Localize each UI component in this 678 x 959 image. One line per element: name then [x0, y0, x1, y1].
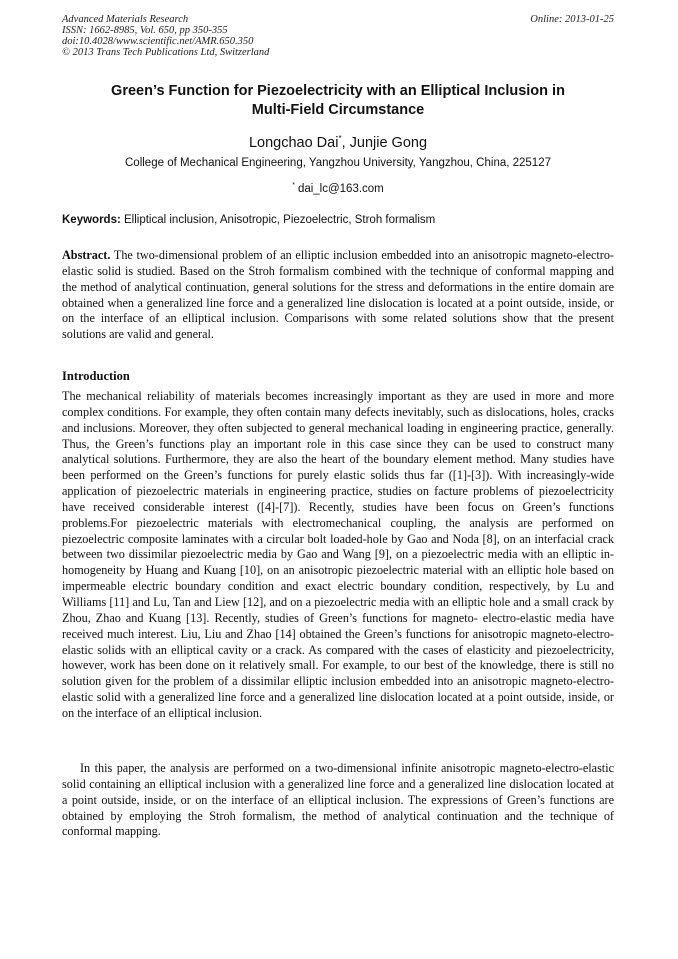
intro-paragraph-2: In this paper, the analysis are performed on a two-dimensional infinite anisotropic magneto-electro-elastic solid containing an elliptical inclusion with a generalized line force and a generalized line dislocation located at a point outside, inside, or on the interface of an elliptical inclusion. The expressions of Green’s functions are obtained by employing the Stroh formalism, the method of analytical continuation and the technique of conformal mapping.	[62, 761, 614, 839]
email-address[interactable]: dai_lc@163.com	[297, 183, 384, 195]
title-line-2: Multi-Field Circumstance	[251, 102, 425, 118]
email-line	[62, 179, 614, 196]
keywords-label: Keywords:	[62, 214, 121, 226]
affiliation: College of Mechanical Engineering, Yangzhou University, Yangzhou, China, 225127	[125, 157, 551, 169]
issn-line: ISSN: 1662-8985, Vol. 650, pp 350-355	[62, 25, 228, 36]
doi-line: doi:10.4028/www.scientific.net/AMR.650.350	[62, 36, 254, 47]
corresponding-mark: *	[338, 134, 342, 143]
paper-title	[62, 82, 614, 120]
title-line-1: Green’s Function for Piezoelectricity with an Elliptical Inclusion in	[111, 83, 565, 99]
keywords-text: Elliptical inclusion, Anisotropic, Piezoelectric, Stroh formalism	[120, 214, 436, 226]
publication-header	[62, 14, 614, 58]
author-list	[62, 130, 614, 152]
intro-paragraph-1: The mechanical reliability of materials becomes increasingly important as they are used in more and more complex conditions. For example, they often contain many defects inevitably, such as dislocations, holes, cracks and inclusions. Moreover, they often subjected to general mechanical loading in engineering practice, generally. Thus, the Green’s functions play an important role in this case since they can be used to construct many analytical solutions. Furthermore, they are also the heart of the boundary element method. Many studies have been performed on the Green’s functions for purely elastic solids thus far ([1]-[3]). With increasingly-wide application of piezoelectric materials in engineering practice, studies on facture problems of piezoelectricity have received considerable interest ([4]-[7]). Recently, studies have been focus on Green’s functions problems.For piezoelectric materials with electromechanical coupling, the analysis are performed on piezoelectric composite laminates with a circular bolt loaded-hole by Gao and Noda [8], on an interfacial crack between two dissimilar piezoelectric media by Gao and Wang [9], on a piezoelectric media with an elliptic in-homogeneity by Huang and Kuang [10], on an anisotropic piezoelectric material with an elliptic hole based on impermeable electric boundary condition and exact electric boundary condition, respectively, by Lu and Williams [11] and Lu, Tan and Liew [12], and on a piezoelectric media with an elliptic hole and a small crack by Zhou, Zhao and Kuang [13]. Recently, studies of Green’s functions for magneto- electro-elastic media have received much interest. Liu, Liu and Zhao [14] obtained the Green’s functions for anisotropic magneto-electro-elastic solids with an elliptical cavity or a crack. As compared with the cases of elasticity and piezoelectricity, however, work has been done on it relatively small. For example, to our best of the knowledge, there is still no solution given for the problem of a dissimilar elliptic inclusion embedded into an anisotropic magneto-electro-elastic solid with a generalized line force and a generalized line dislocation located at a point outside, inside, or on the interface of an elliptical inclusion.	[62, 389, 614, 720]
section-heading-introduction: Introduction	[62, 369, 130, 383]
abstract-text: The two-dimensional problem of an elliptic inclusion embedded into an anisotropic magneto-electro-elastic solid is studied. Based on the Stroh formalism combined with the technique of conformal mapping and the method of analytical continuation, general solutions for the stress and deformations in the entire domain are obtained when a generalized line force and a generalized line dislocation is located at a point outside, inside, or on the interface of an elliptical inclusion. Comparisons with some related solutions show that the present solutions are valid and general.	[62, 248, 614, 342]
author-separator: ,	[341, 135, 350, 151]
copyright-line: © 2013 Trans Tech Publications Ltd, Switzerland	[62, 47, 270, 58]
author-2: Junjie Gong	[349, 135, 428, 151]
abstract	[62, 248, 614, 343]
online-date: Online: 2013-01-25	[530, 14, 614, 25]
abstract-label: Abstract.	[62, 248, 111, 262]
email-mark: *	[292, 182, 295, 189]
keywords	[62, 213, 614, 227]
author-1: Longchao Dai	[248, 135, 339, 151]
journal-name: Advanced Materials Research	[62, 14, 189, 25]
